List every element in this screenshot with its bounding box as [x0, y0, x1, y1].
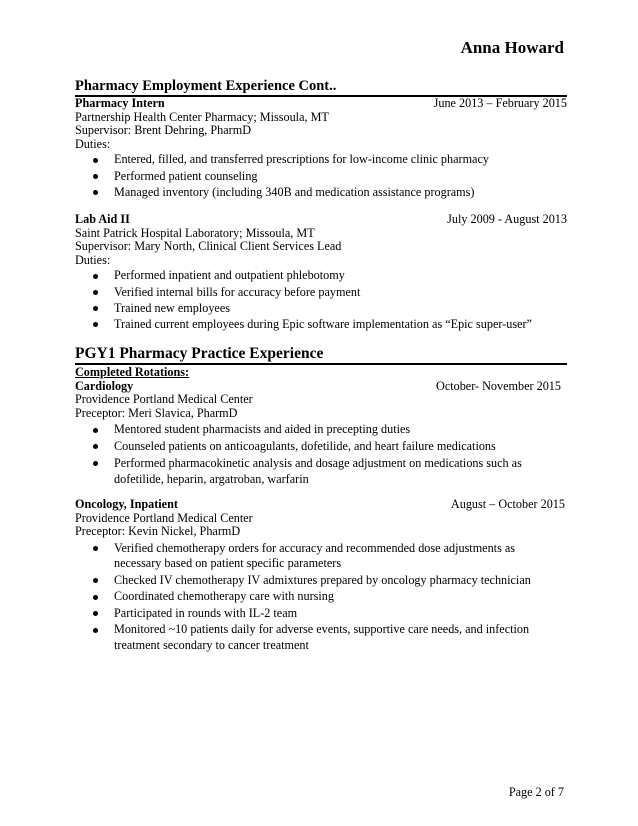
list-item: Counseled patients on anticoagulants, dofetilide, and heart failure medications [75, 440, 567, 454]
list-item: Performed inpatient and outpatient phlebotomy [75, 269, 567, 283]
job-dates: June 2013 – February 2015 [433, 96, 567, 110]
page-number: Page 2 of 7 [508, 785, 564, 799]
candidate-name: Anna Howard [460, 38, 564, 57]
list-item: Coordinated chemotherapy care with nursing [75, 590, 567, 604]
job-title: Pharmacy Intern [75, 96, 165, 110]
duties-label: Duties: [75, 136, 111, 151]
rotation-cardiology [75, 366, 567, 486]
list-item: Checked IV chemotherapy IV admixtures prepared by oncology pharmacy technician [75, 574, 567, 588]
section-title-pgy1: PGY1 Pharmacy Practice Experience [75, 345, 324, 362]
list-item: Trained new employees [75, 302, 567, 316]
job-pharmacy-intern [75, 97, 567, 199]
list-item: Monitored ~10 patients daily for adverse events, supportive care needs, and infection treatment secondary to cancer treatment [75, 623, 567, 652]
rotation-place: Providence Portland Medical Center [75, 392, 253, 407]
job-supervisor: Supervisor: Mary North, Clinical Client Services Lead [75, 239, 342, 254]
list-item: Verified chemotherapy orders for accuracy and recommended dose adjustments as necessary based on patient specific parameters [75, 542, 567, 571]
list-item: Verified internal bills for accuracy before payment [75, 286, 567, 300]
list-item: Participated in rounds with IL-2 team [75, 607, 567, 621]
job-supervisor: Supervisor: Brent Dehring, PharmD [75, 123, 252, 138]
list-item: Entered, filled, and transferred prescriptions for low-income clinic pharmacy [75, 153, 567, 167]
rotation-preceptor: Preceptor: Kevin Nickel, PharmD [75, 524, 241, 539]
rotations-subheading: Completed Rotations: [75, 365, 190, 379]
rotation-dates: August – October 2015 [450, 497, 565, 511]
duties-label: Duties: [75, 252, 111, 267]
rotation-oncology [75, 498, 567, 652]
rotation-preceptor: Preceptor: Meri Slavica, PharmD [75, 405, 238, 420]
job-dates: July 2009 - August 2013 [447, 212, 567, 226]
job-title: Lab Aid II [75, 212, 130, 226]
rotation-title: Oncology, Inpatient [75, 497, 178, 511]
job-place: Saint Patrick Hospital Laboratory; Missoula, MT [75, 225, 315, 240]
duties-list [75, 153, 567, 199]
list-item: Performed patient counseling [75, 170, 567, 184]
duties-list [75, 269, 567, 331]
list-item: Performed pharmacokinetic analysis and dosage adjustment on medications such as dofetilide, heparin, argatroban, warfarin [75, 457, 567, 487]
rotation-place: Providence Portland Medical Center [75, 510, 253, 525]
rotation-duties [75, 542, 567, 652]
rotation-dates: October- November 2015 [436, 378, 561, 393]
rotation-title: Cardiology [75, 378, 134, 393]
list-item: Mentored student pharmacists and aided in precepting duties [75, 423, 567, 437]
section-title-employment: Pharmacy Employment Experience Cont.. [75, 78, 337, 94]
list-item: Managed inventory (including 340B and medication assistance programs) [75, 186, 567, 200]
rotation-duties [75, 423, 567, 486]
job-lab-aid [75, 213, 567, 332]
list-item: Trained current employees during Epic software implementation as “Epic super-user” [75, 318, 567, 332]
job-place: Partnership Health Center Pharmacy; Missoula, MT [75, 109, 329, 124]
